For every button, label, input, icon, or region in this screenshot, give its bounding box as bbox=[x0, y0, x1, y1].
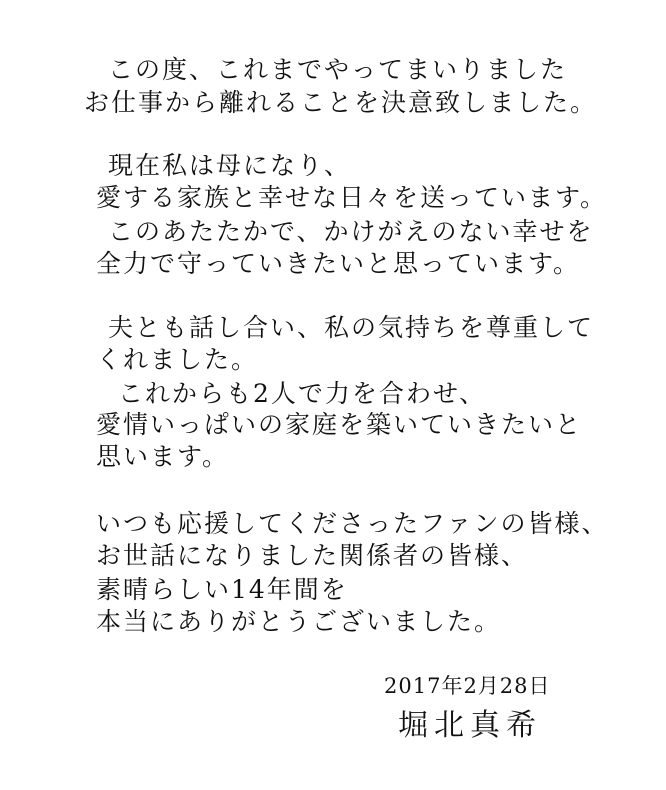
letter-line: いつも応援してくださったファンの皆様、 bbox=[96, 509, 609, 538]
letter-line: 本当にありがとうございました。 bbox=[96, 607, 502, 636]
letter-line: これからも2人で力を合わせ、 bbox=[118, 379, 487, 408]
letter-line: くれました。 bbox=[96, 345, 259, 374]
letter-line: 全力で守っていきたいと思っています。 bbox=[96, 249, 581, 278]
letter-line: この度、これまでやってまいりました bbox=[108, 55, 568, 84]
letter-line: 素晴らしい14年間を bbox=[96, 575, 348, 604]
letter-line: 愛情いっぱいの家庭を築いていきたいと bbox=[96, 410, 583, 439]
letter-date: 2017年2月28日 bbox=[384, 674, 551, 698]
letter-line: お仕事から離れることを決意致しました。 bbox=[84, 88, 598, 117]
letter-line: このあたたかで、かけがえのない幸せを bbox=[108, 217, 594, 246]
signature: 堀北真希 bbox=[398, 708, 542, 743]
letter-line: 夫とも話し合い、私の気持ちを尊重して bbox=[108, 313, 595, 342]
letter-line: 愛する家族と幸せな日々を送っています。 bbox=[96, 183, 608, 212]
letter-line: 思います。 bbox=[96, 442, 230, 471]
letter-line: 現在私は母になり、 bbox=[108, 151, 352, 180]
letter-line: お世話になりました関係者の皆様、 bbox=[96, 541, 529, 570]
